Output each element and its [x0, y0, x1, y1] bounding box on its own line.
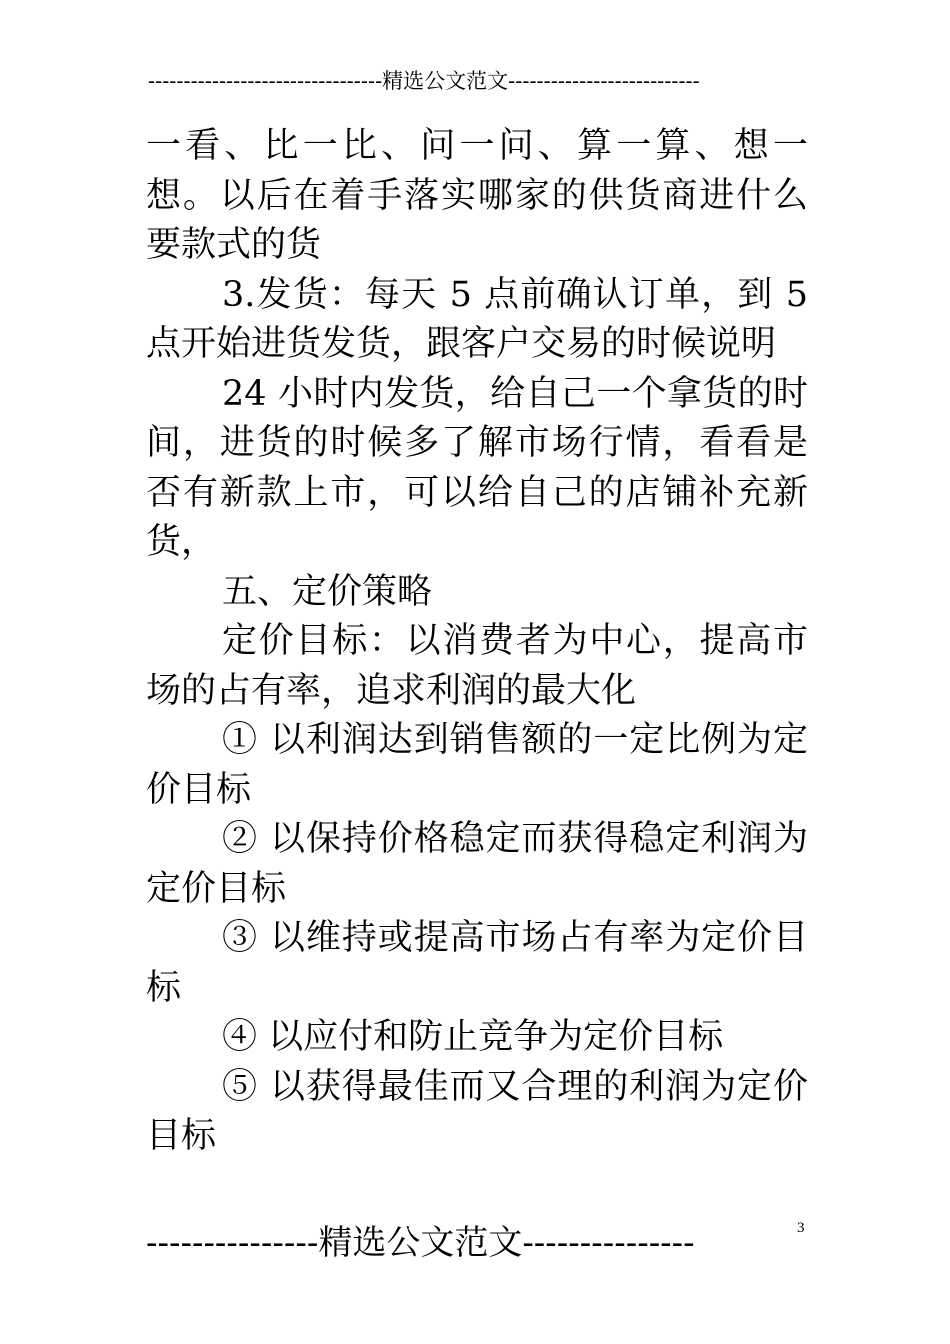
section-heading-pricing: 五、定价策略: [222, 571, 433, 612]
paragraph-pricing-goal: 定价目标：以消费者为中心，提高市场的占有率，追求利润的最大化: [146, 621, 808, 711]
list-item-5: ⑤ 以获得最佳而又合理的利润为定价目标: [146, 1066, 808, 1156]
list-item-2: ② 以保持价格稳定而获得稳定利润为定价目标: [146, 819, 808, 909]
list-item-4: ④ 以应付和防止竞争为定价目标: [222, 1017, 724, 1057]
list-item-1: ① 以利润达到销售额的一定比例为定价目标: [146, 720, 808, 810]
page-footer: ---------------精选公文范文---------------: [146, 1223, 695, 1263]
document-body: [146, 122, 808, 1162]
paragraph-24-hours: 24 小时内发货，给自己一个拿货的时间，进货的时候多了解市场行情，看看是否有新款上市，可以给自己的店铺补充新货，: [146, 373, 808, 562]
page-header: ---------------------------------精选公文范文---------------------------: [148, 69, 700, 93]
paragraph-continuation: 一看、比一比、问一问、算一算、想一想。以后在着手落实哪家的供货商进什么要款式的货: [146, 126, 808, 265]
paragraph-shipping: 3.发货：每天 5 点前确认订单，到 5 点开始进货发货，跟客户交易的时候说明: [146, 274, 808, 364]
page-number: 3: [797, 1220, 805, 1236]
list-item-3: ③ 以维持或提高市场占有率为定价目标: [146, 918, 808, 1008]
